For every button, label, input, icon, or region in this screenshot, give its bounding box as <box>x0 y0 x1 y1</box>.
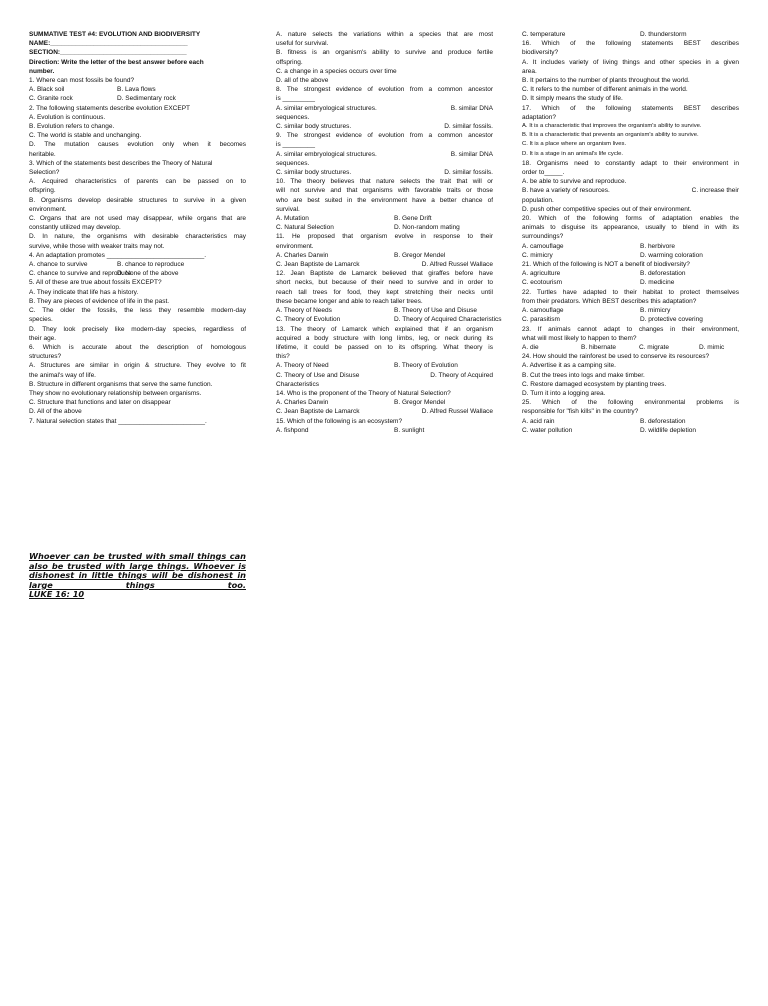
answer-option: D. wildlife depletion <box>640 426 697 434</box>
column-3 <box>522 30 739 435</box>
answer-options <box>522 278 739 287</box>
question-line: 6. Which is accurate about the description of homologous <box>29 343 246 351</box>
question-line: 12. Jean Baptiste de Lamarck believed that giraffes before have <box>276 270 493 278</box>
question-line: C. The world is stable and unchanging. <box>29 132 142 140</box>
question-line: A. Structures are similar in origin & structure. They evolve to fit <box>29 362 246 370</box>
question-line: 1. Where can most fossils be found? <box>29 77 135 85</box>
answer-options <box>29 85 246 94</box>
answer-option: A. chance to survive <box>29 261 88 269</box>
question-line: environment. <box>29 205 67 213</box>
question-line: offspring. <box>29 187 56 195</box>
answer-option: C. similar body structures. <box>276 169 352 177</box>
test-title: SUMMATIVE TEST #4: EVOLUTION AND BIODIVERSITY <box>29 31 201 38</box>
question-line: species. <box>29 316 53 324</box>
answer-option: C. similar body structures. <box>276 123 352 131</box>
question-line: 15. Which of the following is an ecosystem? <box>276 417 403 425</box>
question-line: 17. Which of the following statements BEST describes <box>522 104 739 112</box>
answer-option: B. similar DNA <box>450 104 493 112</box>
question-line: 20. Which of the following forms of adaptation enables the <box>522 215 739 223</box>
column-2 <box>276 30 502 435</box>
answer-option: B. herbivore <box>640 242 676 250</box>
question-line: sequences. <box>276 113 310 121</box>
answer-option: A. camouflage <box>522 307 564 315</box>
question-line: 5. All of these are true about fossils EXCEPT? <box>29 279 162 287</box>
question-line: 9. The strongest evidence of evolution from a common ancestor <box>276 132 493 140</box>
answer-options <box>276 315 502 324</box>
question-line: area. <box>522 67 537 75</box>
answer-option: A. Charles Darwin <box>276 399 329 407</box>
answer-option: B. Gregor Mendel <box>394 399 446 407</box>
question-line: 25. Which of the following environmental problems is <box>522 399 739 407</box>
answer-option: B. Gene Drift <box>394 215 432 223</box>
question-line: offspring. <box>276 58 303 66</box>
question-line: B. Organisms develop desirable structures to survive in a given <box>29 196 246 204</box>
answer-option: B. have a variety of resources. <box>522 187 610 195</box>
question-line: B. It pertains to the number of plants throughout the world. <box>522 77 690 85</box>
column-1 <box>29 30 246 426</box>
answer-option: D. thunderstorm <box>640 31 687 38</box>
answer-options <box>276 251 493 260</box>
answer-options <box>276 150 493 159</box>
question-line: B. It is a characteristic that prevents an organism's ability to survive. <box>522 132 699 139</box>
answer-option: C. ecotourism <box>522 279 563 287</box>
answer-options <box>276 168 493 177</box>
question-line: useful for survival. <box>276 40 329 48</box>
question-line: 14. Who is the proponent of the Theory of Natural Selection? <box>276 389 451 397</box>
answer-options <box>276 371 493 380</box>
answer-option: B. Theory of Use and Disuse <box>394 307 477 315</box>
question-line: A. It is a characteristic that improves the organism's ability to survive. <box>522 123 702 130</box>
question-line: D. It is a stage in an animal's life cycle. <box>522 150 623 157</box>
answer-options <box>522 426 739 435</box>
answer-options <box>522 315 739 324</box>
question-line: D. It simply means the study of life. <box>522 95 623 103</box>
answer-option: B. mimicry <box>640 307 671 315</box>
answer-option: D. Theory of Acquired Characteristics <box>394 316 502 324</box>
answer-option: A. Black soil <box>29 86 65 94</box>
question-line: 4. An adaptation promotes ___________________________. <box>29 251 207 259</box>
answer-option: D. similar fossils. <box>444 169 493 177</box>
answer-options <box>276 407 493 416</box>
answer-options <box>276 260 493 269</box>
answer-option: C. mimicry <box>522 251 553 259</box>
answer-option: C. Natural Selection <box>276 224 334 232</box>
question-line: C. Structure that functions and later on disappear <box>29 399 171 407</box>
answer-option: A. camouflage <box>522 242 564 250</box>
answer-options <box>29 260 246 269</box>
question-line: 11. He proposed that organism evolve in response to their <box>276 233 493 241</box>
answer-option: C. increase their <box>691 187 739 195</box>
answer-option: C. temperature <box>522 31 566 38</box>
question-line: structures? <box>29 353 62 361</box>
answer-options <box>522 242 739 251</box>
answer-option: C. parasitism <box>522 316 560 324</box>
question-line: population. <box>522 196 554 204</box>
question-line: D. The mutation causes evolution only when it becomes <box>29 141 246 149</box>
question-line: D. They look precisely like modern-day species, regardless of <box>29 325 246 333</box>
answer-options <box>276 223 493 232</box>
column-1-questions <box>29 76 246 426</box>
question-line: B. Evolution refers to change. <box>29 123 115 131</box>
question-line: B. Cut the trees into logs and make timber. <box>522 371 645 379</box>
question-line: biodiversity? <box>522 49 559 57</box>
answer-option: D. Alfred Russel Wallace <box>421 408 493 416</box>
column-2-questions <box>276 30 502 435</box>
direction-text: Direction: Write the letter of the best answer before each <box>29 58 204 66</box>
question-line: 2. The following statements describe evolution EXCEPT <box>29 104 191 112</box>
question-line: 21. Which of the following is NOT a benefit of biodiversity? <box>522 261 690 269</box>
question-line: survive, while those with weaker traits may not. <box>29 242 165 250</box>
answer-option: D. Theory of Acquired <box>430 371 493 379</box>
question-line: 10. The theory believes that nature selects the trait that will or <box>276 178 493 186</box>
answer-option: A. acid rain <box>522 417 555 425</box>
answer-option: A. Theory of Needs <box>276 307 332 315</box>
question-line: D. Turn it into a logging area. <box>522 389 606 397</box>
question-line: 16. Which of the following statements BEST describes <box>522 40 739 48</box>
answer-option: B. hibernate <box>581 343 617 351</box>
answer-option: D. similar fossils. <box>444 123 493 131</box>
question-line: C. It refers to the number of different animals in the world. <box>522 86 688 94</box>
answer-options <box>276 104 493 113</box>
answer-option: B. chance to reproduce <box>117 261 185 269</box>
question-line: reach tall trees for food, they kept stretching their necks until <box>276 288 493 296</box>
quote-line: also be trusted with large things. Whoever is <box>29 560 246 571</box>
question-line: A. It includes variety of living things and other species in a given <box>522 58 739 66</box>
answer-options <box>522 343 739 352</box>
question-line: C. The older the fossils, the less they resemble modern-day <box>29 307 246 315</box>
answer-options <box>276 214 493 223</box>
question-line: A. They indicate that life has a history. <box>29 288 139 296</box>
answer-option: A. Mutation <box>276 215 309 223</box>
answer-option: A. similar embryological structures. <box>276 104 377 112</box>
question-line: constantly utilized may develop. <box>29 224 121 232</box>
answer-options <box>276 122 493 131</box>
answer-option: A. agriculture <box>522 270 561 278</box>
answer-option: D. mimic <box>699 343 725 351</box>
question-line: survival. <box>276 205 300 213</box>
question-line: A. Evolution is continuous. <box>29 113 106 121</box>
answer-option: C. Theory of Evolution <box>276 316 341 324</box>
answer-options <box>522 186 739 195</box>
answer-options <box>276 398 493 407</box>
question-line: C. a change in a species occurs over time <box>276 67 397 75</box>
question-line: acquired a body structure with long limbs, leg, or neck during its <box>276 334 493 342</box>
question-line: 3. Which of the statements best describes the Theory of Natural <box>29 159 213 167</box>
answer-option: C. Theory of Use and Disuse <box>276 371 360 379</box>
answer-option: B. deforestation <box>640 270 686 278</box>
question-line: 7. Natural selection states that ________________________. <box>29 417 207 425</box>
question-line: C. Restore damaged ecosystem by planting trees. <box>522 380 667 388</box>
answer-option: B. similar DNA <box>450 150 493 158</box>
answer-option: D. protective covering <box>640 316 703 324</box>
quote-reference: LUKE 16: 10 <box>29 589 85 600</box>
answer-option: D. warming coloration <box>640 251 703 259</box>
answer-options <box>276 426 493 435</box>
question-line: 13. The theory of Lamarck which explained that if an organism <box>276 325 493 333</box>
question-line: A. Advertise it as a camping site. <box>522 362 616 370</box>
answer-options <box>29 94 246 103</box>
answer-option: B. Gregor Mendel <box>394 251 446 259</box>
question-line: D. All of the above <box>29 408 82 416</box>
answer-options <box>522 251 739 260</box>
column-3-questions <box>522 30 739 435</box>
question-line: They show no evolutionary relationship between organisms. <box>29 389 202 397</box>
quote-line: large things too. <box>29 579 246 590</box>
question-line: is _________ <box>276 95 316 103</box>
answer-option: C. migrate <box>639 343 669 351</box>
answer-option: A. Charles Darwin <box>276 251 329 259</box>
question-line: Characteristics <box>276 380 319 388</box>
question-line: their age. <box>29 334 57 342</box>
question-line: A. nature selects the variations within a species that are most <box>276 31 493 38</box>
answer-options <box>522 30 739 39</box>
question-line: what will most likely to happen to them? <box>522 334 637 342</box>
section-field[interactable]: SECTION:___________________________________ <box>29 49 187 57</box>
question-line: sequences. <box>276 159 310 167</box>
question-line: order to_____. <box>522 169 565 177</box>
question-line: B. fitness is an organism's ability to survive and produce fertile <box>276 49 493 57</box>
question-line: heritable. <box>29 150 56 158</box>
answer-option: C. Jean Baptiste de Lamarck <box>276 261 360 269</box>
question-line: C. Organs that are not used may disappear, while organs that are <box>29 215 246 223</box>
answer-option: A. similar embryological structures. <box>276 150 377 158</box>
question-line: Selection? <box>29 169 60 177</box>
answer-options <box>522 417 739 426</box>
question-line: is _________ <box>276 141 316 149</box>
answer-option: A. die <box>522 343 539 351</box>
question-line: responsible for "fish kills" in the country? <box>522 408 639 416</box>
direction-text-cont: number. <box>29 67 55 75</box>
question-line: environment. <box>276 242 314 250</box>
answer-option: B. Theory of Evolution <box>394 362 458 370</box>
question-line: adaptation? <box>522 113 556 121</box>
question-line: B. Structure in different organisms that serve the same function. <box>29 380 213 388</box>
answer-option: A. fishpond <box>276 426 309 434</box>
answer-option: D. medicine <box>640 279 675 287</box>
question-line: who are best suited in the environment have a better chance of <box>276 196 493 204</box>
answer-option: D. Non-random mating <box>394 224 460 232</box>
question-line: B. They are pieces of evidence of life in the past. <box>29 297 170 305</box>
answer-option: B. deforestation <box>640 417 686 425</box>
quote-line: dishonest in little things will be dishonest in <box>29 570 246 581</box>
answer-option: D. Sedimentary rock <box>117 95 176 103</box>
question-line: 18. Organisms need to constantly adapt to their environment in <box>522 159 739 167</box>
question-line: lifetime, it could be passed on to its offspring. What theory is <box>276 343 493 351</box>
answer-option: C. chance to survive and reproduce <box>29 270 132 278</box>
question-line: these became longer and able to reach taller trees. <box>276 297 423 305</box>
answer-option: D. Alfred Russel Wallace <box>421 261 493 269</box>
answer-option: B. sunlight <box>394 426 425 434</box>
question-line: will not survive and that organisms with favorable traits or those <box>276 187 493 195</box>
answer-options <box>276 361 493 370</box>
answer-options <box>276 306 493 315</box>
question-line: 24. How should the rainforest be used to conserve its resources? <box>522 353 710 361</box>
question-line: this? <box>276 353 290 361</box>
question-line: the animal's way of life. <box>29 371 96 379</box>
answer-option: A. Theory of Need <box>276 362 329 370</box>
question-line: from their predators. Which BEST describes this adaptation? <box>522 297 697 305</box>
answer-options <box>522 306 739 315</box>
answer-option: B. Lava flows <box>117 86 156 94</box>
answer-option: C. water pollution <box>522 426 573 434</box>
question-line: animals to disguise its appearance, usually to blend in with its <box>522 224 739 232</box>
quote-line: Whoever can be trusted with small things can <box>29 551 246 561</box>
question-line: 22. Turtles have adapted to their habitat to protect themselves <box>522 288 739 296</box>
question-line: short necks, but because of their need to survive and in order to <box>276 279 493 287</box>
name-field[interactable]: NAME:______________________________________ <box>29 40 188 48</box>
question-line: A. Acquired characteristics of parents can be passed on to <box>29 178 246 186</box>
answer-option: D. None of the above <box>117 270 179 278</box>
answer-option: C. Jean Baptiste de Lamarck <box>276 408 360 416</box>
answer-options <box>522 269 739 278</box>
answer-option: C. Granite rock <box>29 95 73 103</box>
question-line: surroundings? <box>522 233 564 241</box>
question-line: D. In nature, the organisms with desirable characteristics may <box>29 233 246 241</box>
question-line: A. be able to survive and reproduce. <box>522 178 627 186</box>
answer-options <box>29 269 246 278</box>
question-line: 23. If animals cannot adapt to changes in their environment, <box>522 325 739 333</box>
bible-quote <box>29 552 246 600</box>
question-line: C. It is a place where an organism lives. <box>522 141 627 148</box>
question-line: D. all of the above <box>276 77 329 85</box>
question-line: D. push other competitive species out of their environment. <box>522 205 692 213</box>
question-line: 8. The strongest evidence of evolution from a common ancestor <box>276 86 493 94</box>
